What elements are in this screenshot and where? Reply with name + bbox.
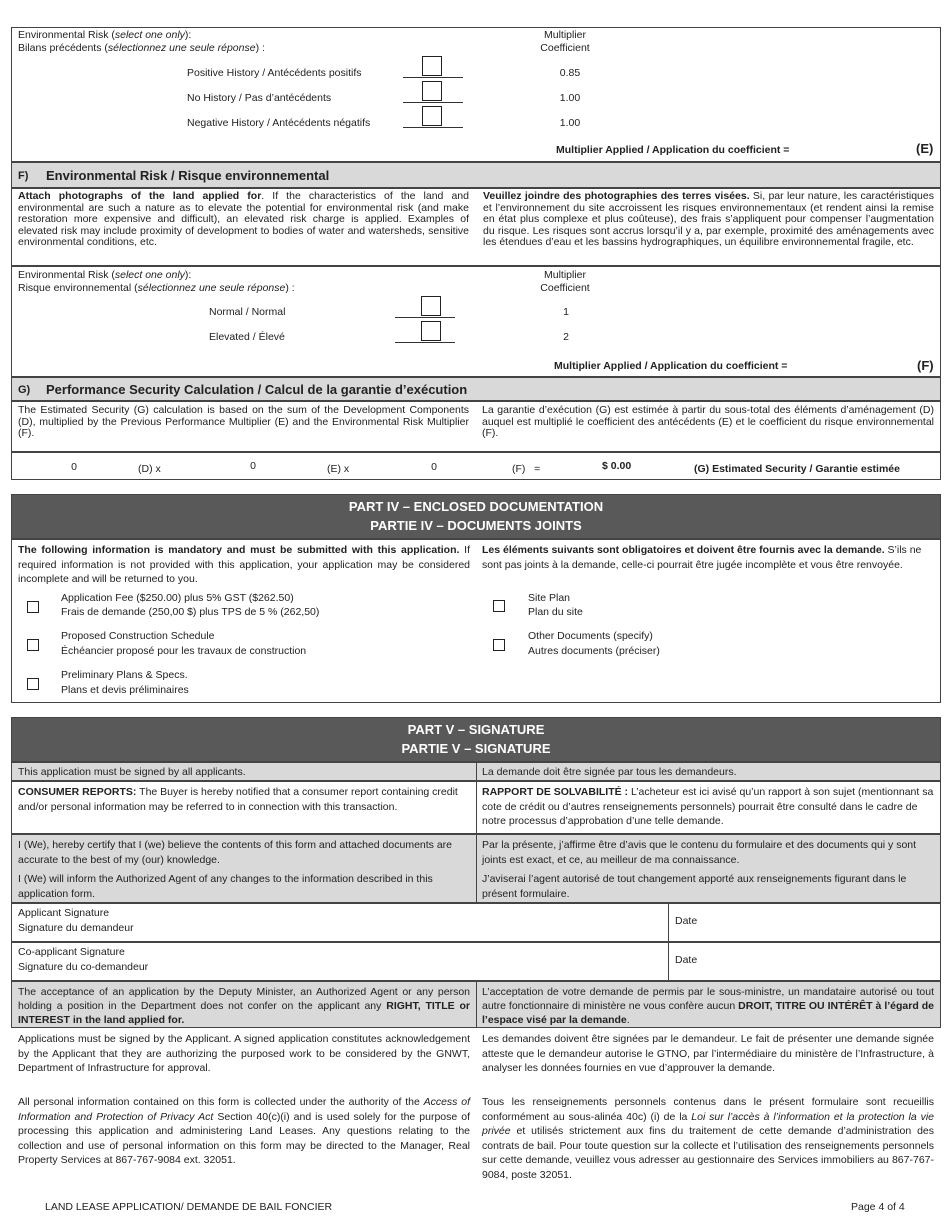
multiplier-applied-f: Multiplier Applied / Application du coefficient = — [554, 360, 788, 372]
option-line — [403, 127, 463, 128]
applicant-date-label[interactable]: Date — [675, 915, 698, 927]
consumer-reports-fr: RAPPORT DE SOLVABILITÉ : L’acheteur est ici avisé qu’un rapport à son sujet (mentionnant sa cote de crédit ou d’autres renseignements personnels) pourrait être consulté dans le cadre de notre processus d’approbation d’une telle demande. — [482, 786, 934, 827]
section-f-text-fr: Veuillez joindre des photographies des terres visées. Si, par leur nature, les caractéristiques et l’environnement du site accroissent les risques environnementaux (et rendent ainsi la remise en état plus complexe et plus coûteuse), des frais s’appliquent pour compenser l’augmentation du risque. Les risques sont accrus lorsqu’il y a, par exemple, proximité des aménagements avec les étendues d’eau et les bassins hydrographiques, un équilibre environnemental fragile, etc. — [483, 190, 934, 249]
coapplicant-signature-fr: Signature du co-demandeur — [18, 961, 149, 973]
certify-fr-1: Par la présente, j’affirme être d’avis que le contenu du formulaire et des documents qui y sont joints est exact, et ce, au meilleur de ma connaissance. — [482, 839, 917, 866]
section-g-text-fr: La garantie d’exécution (G) est estimée à partir du sous-total des éléments d’aménagement (D) auquel est multiplié le coefficient des antécédents (E) et le coefficient du risque environnemental (F). — [482, 404, 934, 440]
preliminary-plans-fr: Plans et devis préliminaires — [61, 684, 189, 696]
option-elevated-label: Elevated / Élevé — [209, 331, 285, 343]
part4-title-en: PART IV – ENCLOSED DOCUMENTATION — [348, 499, 604, 514]
g-label: (G) Estimated Security / Garantie estimée — [694, 463, 900, 475]
d-label: (D) x — [138, 463, 161, 475]
coapplicant-signature-row[interactable] — [11, 942, 941, 981]
env-risk-label-fr: Risque environnemental (sélectionnez une seule réponse) : — [18, 282, 295, 294]
part5-title-en: PART V – SIGNATURE — [407, 722, 545, 737]
part4-intro-en: The following information is mandatory and must be submitted with this application. If required information is not provided with this application, your application may be considered incomplete and will be returned to you. — [18, 544, 470, 585]
application-fee-fr: Frais de demande (250,00 $) plus TPS de 5 % (262,50) — [61, 606, 320, 618]
signed-note-en: Applications must be signed by the Applicant. A signed application constitutes acknowledgement by the Applicant that they are authorizing the purposed work to be considered by the GNWT, Department of Infrastructure for approval. — [18, 1033, 470, 1074]
env-risk-label-en: Environmental Risk (select one only): — [18, 269, 192, 281]
signed-note-fr: Les demandes doivent être signées par le demandeur. Le fait de présenter une demande signée atteste que le demandeur autorise le GTNO, par l’intermédiaire du ministère de l’Infrastructure, à analyser les données fournies en vue d’approuver la demande. — [482, 1033, 934, 1074]
other-documents-fr: Autres documents (préciser) — [528, 645, 660, 657]
site-plan-fr: Plan du site — [528, 606, 583, 618]
coapplicant-date-label[interactable]: Date — [675, 954, 698, 966]
acceptance-fr: L’acceptation de votre demande de permis par le sous-ministre, un mandataire autorisé ou tout autre fonctionnaire di ministère ne vous confère aucun DROIT, TITRE OU INTÉRÊT à l’égard de l’espace visé par la demande. — [482, 986, 934, 1026]
elevated-risk-checkbox[interactable] — [421, 321, 441, 341]
f-label: (F) = — [512, 463, 541, 475]
section-letter: G) — [18, 384, 31, 396]
site-plan-checkbox[interactable] — [493, 600, 505, 612]
result-code-e: (E) — [916, 141, 934, 156]
certify-fr-2: J’aviserai l’agent autorisé de tout changement apporté aux renseignements figurant dans le présent formulaire. — [482, 873, 907, 900]
acceptance-en: The acceptance of an application by the Deputy Minister, an Authorized Agent or any person holding a position in the Department does not confer on the applicant any RIGHT, TITLE or INTEREST in the land applied for. — [18, 986, 470, 1026]
option-normal-label: Normal / Normal — [209, 306, 286, 318]
part5-header — [11, 717, 941, 762]
multiplier-header-en: Multiplier — [543, 269, 586, 281]
construction-schedule-checkbox[interactable] — [27, 639, 39, 651]
footer-page-number: Page 4 of 4 — [851, 1201, 905, 1213]
certify-en-1: I (We), hereby certify that I (we) believe the contents of this form and attached documents are accurate to the best of my (our) knowledge. — [18, 839, 453, 866]
option-line — [395, 342, 455, 343]
multiplier-header-fr: Coefficient — [540, 42, 590, 54]
part4-intro-fr: Les éléments suivants sont obligatoires et doivent être fournis avec la demande. S’ils ne sont pas joints à la demande, celle-ci pourrait être jugée incomplète et vous être renvoyée. — [482, 544, 922, 571]
negative-history-checkbox[interactable] — [422, 106, 442, 126]
option-normal-value: 1 — [563, 306, 569, 318]
option-no-history-value: 1.00 — [559, 92, 581, 104]
coapplicant-signature-en: Co-applicant Signature — [18, 946, 125, 958]
section-f-header — [11, 162, 941, 188]
construction-schedule-fr: Échéancier proposé pour les travaux de construction — [61, 645, 307, 657]
option-negative-history-label: Negative History / Antécédents négatifs — [187, 117, 371, 129]
privacy-note-en: All personal information contained on this form is collected under the authority of the Access of Information and Protection of Privacy Act Section 40(c)(i) and is used solely for the purpose of processing this application and administering Land Leases. Any questions relating to the collection and use of personal information on this form may be directed to the Manager, Real Property Services at 867-767-9084 ext. 32051. — [18, 1096, 470, 1166]
g-value: $ 0.00 — [602, 460, 632, 472]
section-title: Environmental Risk / Risque environnemental — [46, 168, 330, 183]
applicant-signature-fr: Signature du demandeur — [18, 922, 134, 934]
positive-history-checkbox[interactable] — [422, 56, 442, 76]
site-plan-en: Site Plan — [528, 592, 571, 604]
option-negative-history-value: 1.00 — [559, 117, 581, 129]
section-letter: F) — [18, 170, 29, 182]
normal-risk-checkbox[interactable] — [421, 296, 441, 316]
consumer-reports-en: CONSUMER REPORTS: The Buyer is hereby notified that a consumer report containing credit and/or personal information may be referred to in connection with this transaction. — [18, 786, 458, 813]
part4-title-fr: PARTIE IV – DOCUMENTS JOINTS — [370, 518, 582, 533]
other-documents-en: Other Documents (specify) — [528, 630, 653, 642]
part5-title-fr: PARTIE V – SIGNATURE — [401, 741, 551, 756]
no-history-checkbox[interactable] — [422, 81, 442, 101]
part4-header — [11, 494, 941, 539]
section-g-text-en: The Estimated Security (G) calculation is based on the sum of the Development Components (D), multiplied by the Previous Performance Multiplier (E) and the Environmental Risk Multiplier (F). — [18, 404, 469, 440]
f-value[interactable]: 0 — [431, 461, 437, 473]
e-value[interactable]: 0 — [250, 460, 256, 472]
column-divider — [476, 981, 477, 1028]
construction-schedule-en: Proposed Construction Schedule — [61, 630, 215, 642]
option-positive-history-value: 0.85 — [559, 67, 581, 79]
option-no-history-label: No History / Pas d’antécédents — [187, 92, 332, 104]
d-value[interactable]: 0 — [71, 461, 77, 473]
preliminary-plans-checkbox[interactable] — [27, 678, 39, 690]
applicant-signature-en: Applicant Signature — [18, 907, 110, 919]
option-line — [403, 102, 463, 103]
section-title: Performance Security Calculation / Calcul de la garantie d’exécution — [46, 382, 468, 397]
preliminary-plans-en: Preliminary Plans & Specs. — [61, 669, 188, 681]
multiplier-header-fr: Coefficient — [540, 282, 590, 294]
multiplier-header-en: Multiplier — [543, 29, 586, 41]
multiplier-applied-e: Multiplier Applied / Application du coefficient = — [556, 144, 790, 156]
footer-form-title: LAND LEASE APPLICATION/ DEMANDE DE BAIL FONCIER — [45, 1201, 333, 1213]
applicant-signature-row[interactable] — [11, 903, 941, 942]
application-fee-checkbox[interactable] — [27, 601, 39, 613]
privacy-note-fr: Tous les renseignements personnels contenus dans le présent formulaire sont recueillis conformément au sous-alinéa 40c) (i) de la Loi sur l’accès à l’information et la protection la vie privée et utilisés strictement aux fins du traitement de cette demande d’administration des contrats de bail. Pour toute question sur la collecte et l’utilisation des renseignements personnels sur cette demande, veuillez vous adresser au gestionnaire des Services immobiliers au 867-767-9084, poste 32051. — [482, 1096, 935, 1181]
must-sign-fr: La demande doit être signée par tous les demandeurs. — [482, 766, 737, 778]
option-line — [395, 317, 455, 318]
section-f-text-en: Attach photographs of the land applied for. If the characteristics of the land and environmental are such a nature as to elevate the potential for environmental risk (and make restoration more expensive and difficult), an elevated risk charge is applied. Examples of elevated risk may include proximity of development to bodies of water and watersheds, sensitive environmental conditions, etc. — [18, 190, 469, 249]
result-code-f: (F) — [917, 358, 934, 373]
option-elevated-value: 2 — [563, 331, 569, 343]
option-line — [403, 77, 463, 78]
certify-en-2: I (We) will inform the Authorized Agent of any changes to the information described in this application form. — [18, 873, 433, 900]
option-positive-history-label: Positive History / Antécédents positifs — [187, 67, 362, 79]
env-history-label-fr: Bilans précédents (sélectionnez une seule réponse) : — [18, 42, 265, 54]
e-label: (E) x — [327, 463, 350, 475]
must-sign-en: This application must be signed by all applicants. — [18, 766, 246, 778]
other-documents-checkbox[interactable] — [493, 639, 505, 651]
application-fee-en: Application Fee ($250.00) plus 5% GST ($262.50) — [61, 592, 294, 604]
env-history-label-en: Environmental Risk (select one only): — [18, 29, 192, 41]
section-g-header — [11, 377, 941, 401]
column-divider — [476, 834, 477, 903]
